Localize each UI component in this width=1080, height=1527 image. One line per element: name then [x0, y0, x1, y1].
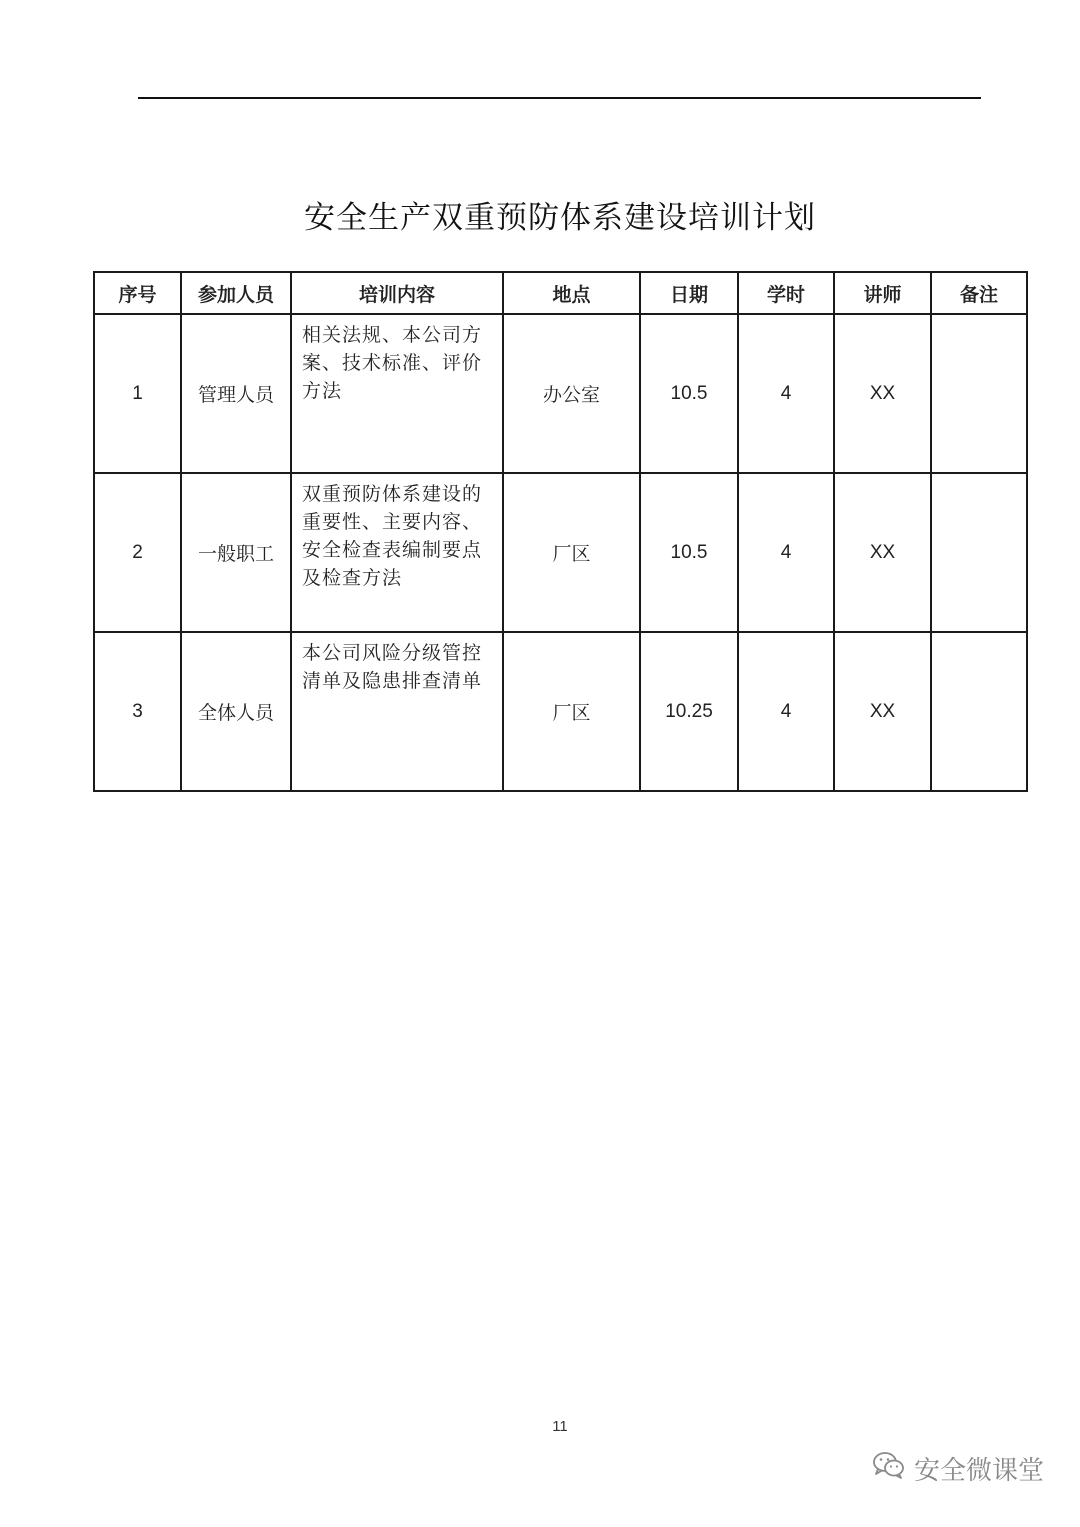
watermark	[872, 1450, 1044, 1487]
header-content: 培训内容	[291, 272, 503, 314]
cell-hours: 4	[738, 632, 834, 791]
cell-location: 厂区	[503, 632, 640, 791]
cell-content: 双重预防体系建设的重要性、主要内容、安全检查表编制要点及检查方法	[291, 473, 503, 632]
cell-seq: 1	[94, 314, 181, 473]
header-hours: 学时	[738, 272, 834, 314]
cell-location: 厂区	[503, 473, 640, 632]
cell-participants: 全体人员	[181, 632, 291, 791]
cell-hours: 4	[738, 314, 834, 473]
cell-date: 10.5	[640, 314, 738, 473]
cell-date: 10.5	[640, 473, 738, 632]
cell-date: 10.25	[640, 632, 738, 791]
table-row	[94, 314, 1027, 473]
cell-content: 本公司风险分级管控清单及隐患排查清单	[291, 632, 503, 791]
cell-remarks	[931, 632, 1027, 791]
cell-lecturer: XX	[834, 314, 931, 473]
header-location: 地点	[503, 272, 640, 314]
cell-participants: 一般职工	[181, 473, 291, 632]
cell-seq: 2	[94, 473, 181, 632]
wechat-icon	[872, 1450, 906, 1487]
document-title: 安全生产双重预防体系建设培训计划	[304, 200, 816, 236]
table-row	[94, 632, 1027, 791]
header-lecturer: 讲师	[834, 272, 931, 314]
page-number: 11	[552, 1418, 568, 1435]
cell-remarks	[931, 314, 1027, 473]
header-seq: 序号	[94, 272, 181, 314]
header-rule	[138, 97, 981, 99]
watermark-text: 安全微课堂	[913, 1456, 1044, 1486]
cell-lecturer: XX	[834, 632, 931, 791]
header-participants: 参加人员	[181, 272, 291, 314]
cell-location: 办公室	[503, 314, 640, 473]
cell-seq: 3	[94, 632, 181, 791]
cell-remarks	[931, 473, 1027, 632]
header-date: 日期	[640, 272, 738, 314]
table-row	[94, 473, 1027, 632]
cell-lecturer: XX	[834, 473, 931, 632]
training-plan-table	[93, 271, 1028, 792]
cell-hours: 4	[738, 473, 834, 632]
cell-content: 相关法规、本公司方案、技术标准、评价方法	[291, 314, 503, 473]
cell-participants: 管理人员	[181, 314, 291, 473]
header-remarks: 备注	[931, 272, 1027, 314]
table-header-row	[94, 272, 1027, 314]
